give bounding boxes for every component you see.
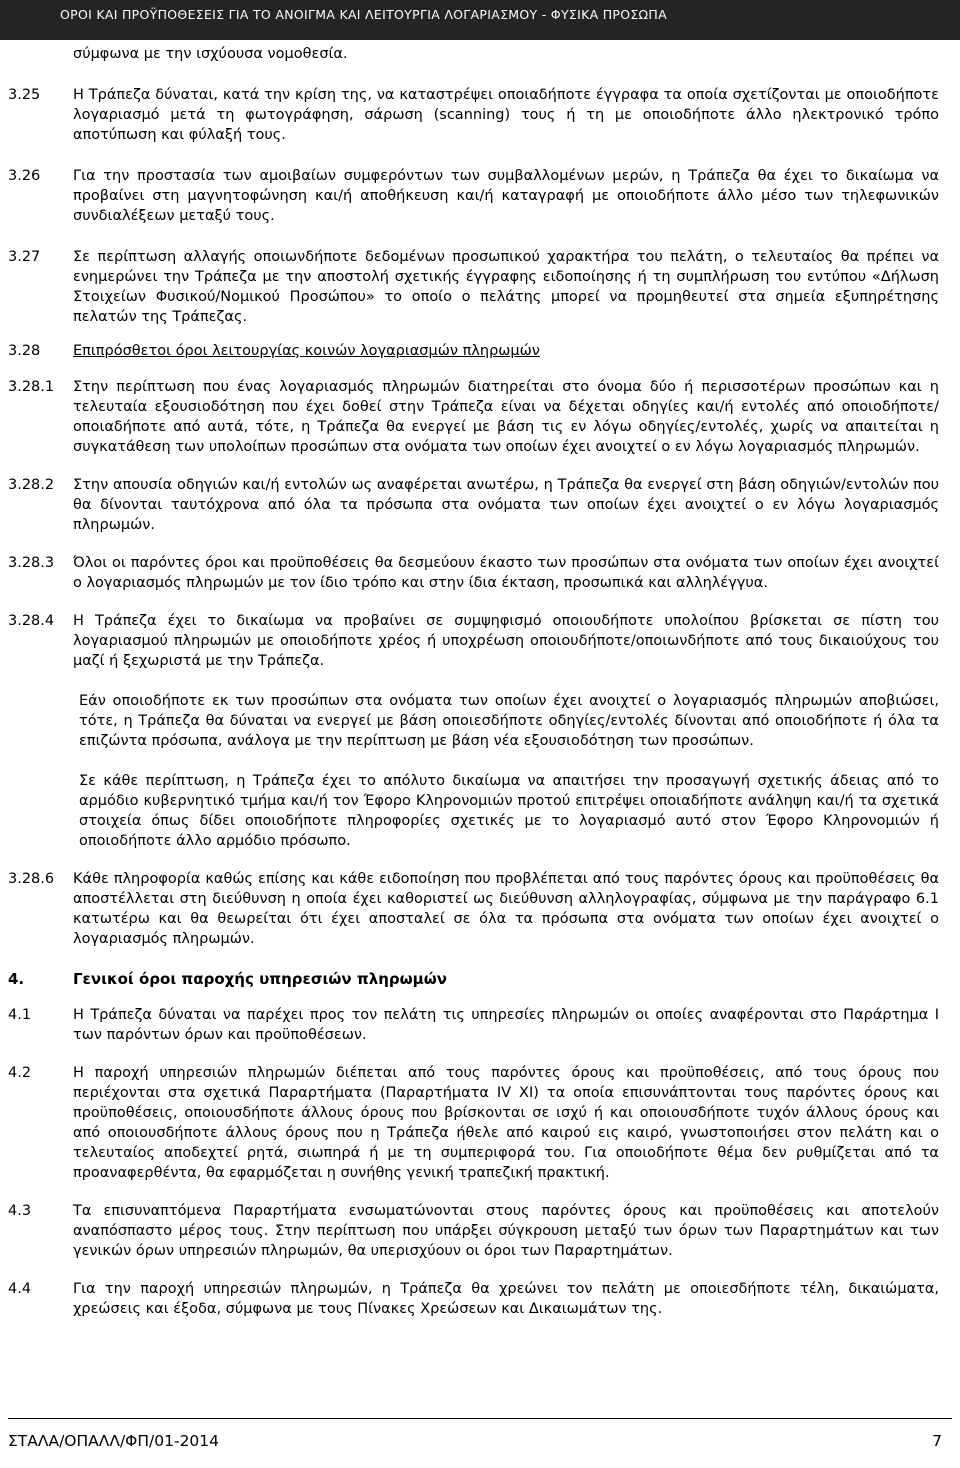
- section-number: 4.2: [8, 1065, 32, 1081]
- section-3-28-1: [0, 377, 960, 457]
- paragraph-text: Εάν οποιοδήποτε εκ των προσώπων στα ονόματα των οποίων έχει ανοιχτεί ο λογαριασμός πληρωμών αποβιώσει, τότε, η Τράπεζα θα δύναται να ενεργεί με βάση οποιεσδήποτε οδηγίες/εντολές δίνονται από οποιοδήποτε ή όλα τα επιζώντα πρόσωπα, ανάλογα με την περίπτωση με βάση νέα εξουσιοδότηση των προσώπων.: [79, 693, 939, 749]
- section-4-2: [0, 1063, 960, 1183]
- section-number: 4.4: [8, 1281, 32, 1297]
- section-text: Η παροχή υπηρεσιών πληρωμών διέπεται από τους παρόντες όρους και προϋποθέσεις, από τους όρους που περιέχονται στα σχετικά Παραρτήματα (Παραρτήματα IV XI) τα οποία επισυνάπτονται τους παρόντες όρους και προϋποθέσεις, οποιουσδήποτε άλλους όρους που βρίσκονται σε ισχύ ή και οποιουσδήποτε τυχόν άλλους όρους και από οποιουσδήποτε άλλους όρους που η Τράπεζα ήθελε από καιρού εις καιρό, γνωστοποιήσει στον πελάτη και ο τελευταίος αποδεχτεί ρητά, σιωπηρά ή με τη συμπεριφορά του. Για οποιοδήποτε θέμα δεν ρυθμίζεται από τα προαναφερθέντα, θα εφαρμόζεται η συνήθης γενική τραπεζική πρακτική.: [73, 1065, 939, 1181]
- section-3-28-2: [0, 475, 960, 535]
- section-number: 4.3: [8, 1203, 32, 1219]
- section-3-26: [0, 166, 960, 226]
- section-text: Όλοι οι παρόντες όροι και προϋποθέσεις θα δεσμεύουν έκαστο των προσώπων στα ονόματα των οποίων έχει ανοιχτεί ο λογαριασμός πληρωμών με τον ίδιο τρόπο και στην ίδια έκταση, προσωπικά και αλληλέγγυα.: [73, 555, 939, 591]
- section-text: Για την προστασία των αμοιβαίων συμφερόντων των συμβαλλομένων μερών, η Τράπεζα θα έχει το δικαίωμα να προβαίνει στη μαγνητοφώνηση και/ή αποθήκευση και/ή καταγραφή με οποιοδήποτε άλλο μέσο των τηλεφωνικών συνδιαλέξεων μεταξύ τους.: [73, 168, 939, 224]
- estate-permission-paragraph: [0, 771, 960, 851]
- section-number: 3.28.4: [8, 613, 55, 629]
- section-3-28-4: [0, 611, 960, 671]
- section-heading: Γενικοί όροι παροχής υπηρεσιών πληρωμών: [73, 970, 447, 988]
- section-number: 3.25: [8, 87, 41, 103]
- intro-paragraph: [0, 44, 960, 64]
- section-text: Η Τράπεζα δύναται, κατά την κρίση της, να καταστρέψει οποιαδήποτε έγγραφα τα οποία σχετίζονται με οποιοδήποτε λογαριασμό μετά τη φωτογράφηση, σάρωση (scanning) τους ή τη με οποιοδήποτε άλλο ηλεκτρονικό τρόπο αποτύπωση και φύλαξή τους.: [73, 87, 939, 143]
- footer-divider: [8, 1418, 952, 1419]
- section-text: Τα επισυναπτόμενα Παραρτήματα ενσωματώνονται στους παρόντες όρους και προϋποθέσεις και αποτελούν αναπόσπαστο μέρος τους. Στην περίπτωση που υπάρξει σύγκρουση μεταξύ των όρων των Παραρτημάτων και των γενικών όρων υπηρεσιών πληρωμών, θα υπερισχύουν οι όροι των Παραρτημάτων.: [73, 1203, 939, 1259]
- section-text: Στην περίπτωση που ένας λογαριασμός πληρωμών διατηρείται στο όνομα δύο ή περισσοτέρων προσώπων και η τελευταία εξουσιοδότηση που έχει δοθεί στην Τράπεζα είναι να δέχεται οδηγίες και/ή εντολές από οποιοδήποτε/οποιαδήποτε από αυτά, τότε, η Τράπεζα θα ενεργεί με βάση τις εν λόγω οδηγίες/εντολές, χωρίς να απαιτείται η συγκατάθεση των υπολοίπων προσώπων στα ονόματα των οποίων έχει ανοιχτεί ο εν λόγω λογαριασμός πληρωμών.: [73, 379, 939, 455]
- section-number: 4.1: [8, 1007, 32, 1023]
- section-number: 3.26: [8, 168, 41, 184]
- section-number: 3.28.6: [8, 871, 55, 887]
- header-title: ΟΡΟΙ ΚΑΙ ΠΡΟΫΠΟΘΕΣΕΙΣ ΓΙΑ ΤΟ ΑΝΟΙΓΜΑ ΚΑΙ ΛΕΙΤΟΥΡΓΙΑ ΛΟΓΑΡΙΑΣΜΟΥ - ΦΥΣΙΚΑ ΠΡΟΣΩΠΑ: [60, 7, 667, 22]
- section-4-1: [0, 1005, 960, 1045]
- section-number: 3.28: [8, 343, 41, 359]
- section-text: Σε περίπτωση αλλαγής οποιωνδήποτε δεδομένων προσωπικού χαρακτήρα του πελάτη, ο τελευταίος θα πρέπει να ενημερώνει την Τράπεζα με την αποστολή σχετικής έγγραφης ειδοποίησης ή τη συμπλήρωση του εντύπου «Δήλωση Στοιχείων Φυσικού/Νομικού Προσώπου» το οποίο ο πελάτης μπορεί να προμηθευτεί στα σημεία εξυπηρέτησης πελατών της Τράπεζας.: [73, 249, 939, 325]
- section-3-28-3: [0, 553, 960, 593]
- section-number: 3.28.3: [8, 555, 55, 571]
- section-3-28: [0, 341, 960, 361]
- document-body: [0, 40, 960, 1319]
- deceased-holder-paragraph: [0, 691, 960, 751]
- section-text: Η Τράπεζα δύναται να παρέχει προς τον πελάτη τις υπηρεσίες πληρωμών οι οποίες αναφέρονται στο Παράρτημα Ι των παρόντων όρων και προϋποθέσεων.: [73, 1007, 939, 1043]
- section-number: 3.27: [8, 249, 41, 265]
- page-header: [0, 0, 960, 40]
- section-text: Κάθε πληροφορία καθώς επίσης και κάθε ειδοποίηση που προβλέπεται από τους παρόντες όρους και προϋποθέσεις θα αποστέλλεται στη διεύθυνση η οποία έχει καθοριστεί ως διεύθυνση αλληλογραφίας, σύμφωνα με την παράγραφο 6.1 κατωτέρω και θα θεωρείται ότι έχει αποσταλεί σε όλα τα πρόσωπα στα ονόματα των οποίων έχει ανοιχτεί ο λογαριασμός πληρωμών.: [73, 871, 939, 947]
- section-4-3: [0, 1201, 960, 1261]
- section-text: Η Τράπεζα έχει το δικαίωμα να προβαίνει σε συμψηφισμό οποιουδήποτε υπολοίπου βρίσκεται σε πίστη του λογαριασμού πληρωμών με οποιοδήποτε χρέος ή υποχρέωση οποιουδήποτε/οποιωνδήποτε από τους δικαιούχους του μαζί ή ξεχωριστά με την Τράπεζα.: [73, 613, 939, 669]
- section-4-heading: [0, 969, 960, 989]
- document-reference: ΣΤΑΛΑ/ΟΠΑΛΛ/ΦΠ/01-2014: [8, 1432, 220, 1450]
- section-3-25: [0, 85, 960, 145]
- section-number: 3.28.1: [8, 379, 55, 395]
- section-text: Στην απουσία οδηγιών και/ή εντολών ως αναφέρεται ανωτέρω, η Τράπεζα θα ενεργεί στη βάση οδηγιών/εντολών που θα δίνονται ταυτόχρονα από όλα τα πρόσωπα στα ονόματα των οποίων έχει ανοιχτεί ο εν λόγω λογαριασμός πληρωμών.: [73, 477, 939, 533]
- section-4-4: [0, 1279, 960, 1319]
- section-heading: Επιπρόσθετοι όροι λειτουργίας κοινών λογαριασμών πληρωμών: [73, 343, 540, 359]
- section-number: 4.: [8, 970, 25, 988]
- section-number: 3.28.2: [8, 477, 55, 493]
- section-3-28-6: [0, 869, 960, 949]
- section-3-27: [0, 247, 960, 327]
- page-number: 7: [932, 1432, 942, 1450]
- section-text: Για την παροχή υπηρεσιών πληρωμών, η Τράπεζα θα χρεώνει τον πελάτη με οποιεσδήποτε τέλη, δικαιώματα, χρεώσεις και έξοδα, σύμφωνα με τους Πίνακες Χρεώσεων και Δικαιωμάτων της.: [73, 1281, 939, 1317]
- intro-text: σύμφωνα με την ισχύουσα νομοθεσία.: [73, 46, 348, 62]
- paragraph-text: Σε κάθε περίπτωση, η Τράπεζα έχει το απόλυτο δικαίωμα να απαιτήσει την προσαγωγή σχετικής άδειας από το αρμόδιο κυβερνητικό τμήμα και/ή τον Έφορο Κληρονομιών προτού επιτρέψει οποιαδήποτε ανάληψη και/ή τα σχετικά στοιχεία όπως δίδει οποιοδήποτε πληροφορίες σχετικές με το λογαριασμό αυτό στον Έφορο Κληρονομιών ή οποιοδήποτε άλλο αρμόδιο πρόσωπο.: [79, 773, 939, 849]
